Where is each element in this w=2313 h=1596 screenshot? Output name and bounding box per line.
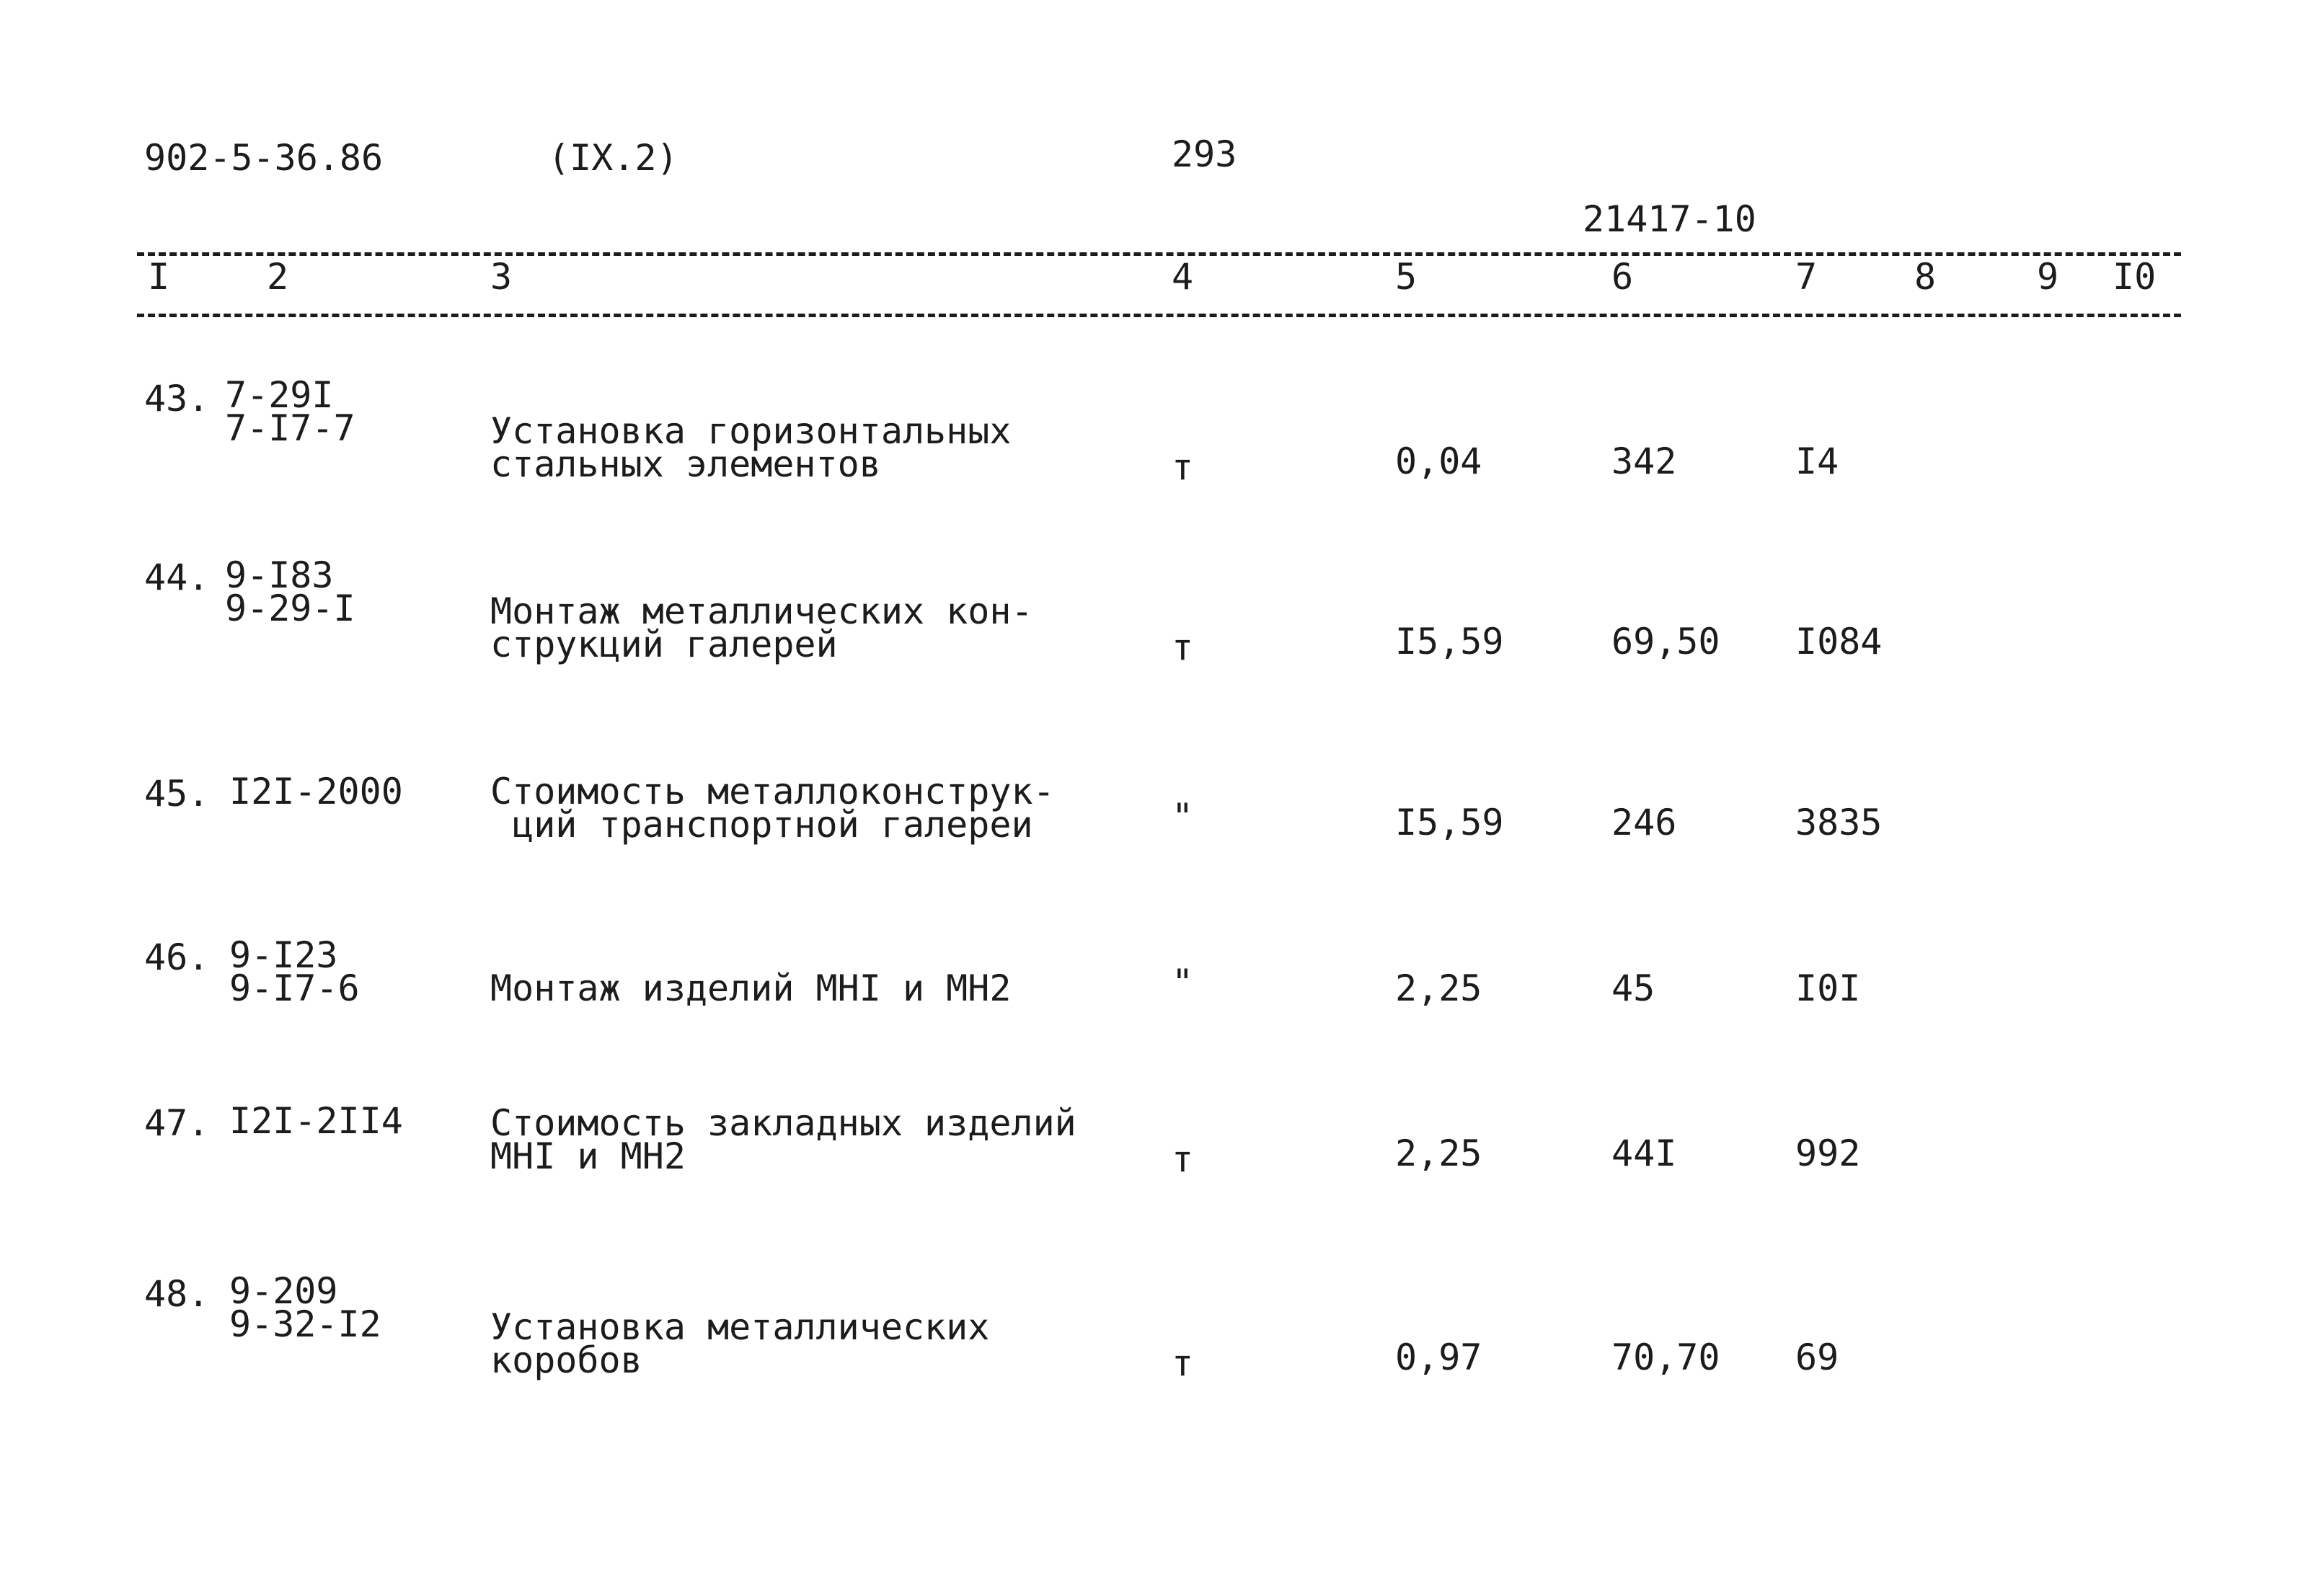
column-header-4: 4	[1172, 256, 1194, 298]
quantity: 2,25	[1395, 1132, 1482, 1174]
work-description: Монтаж изделий МНI и МН2	[490, 967, 1012, 1009]
unit-price: 44I	[1611, 1132, 1677, 1174]
column-header-7: 7	[1795, 256, 1818, 298]
work-description: Стоимость закладных изделий	[490, 1102, 1076, 1144]
rate-code: 7-29I	[225, 374, 334, 416]
column-header-3: 3	[490, 256, 513, 298]
unit-price: 70,70	[1611, 1336, 1720, 1378]
quantity: 0,04	[1395, 440, 1482, 482]
rate-code: 9-32-I2	[229, 1303, 381, 1345]
column-header-2: 2	[267, 256, 289, 298]
document-code: 902-5-36.86	[144, 137, 384, 179]
row-number: 45.	[144, 773, 210, 815]
inventory-stamp: 21417-10	[1583, 198, 1756, 240]
unit-price: 45	[1611, 967, 1655, 1009]
total-cost: 69	[1795, 1336, 1839, 1378]
row-number: 47.	[144, 1102, 210, 1144]
unit-price: 69,50	[1611, 621, 1720, 662]
rate-code: 9-I7-6	[229, 967, 360, 1009]
work-description: Стоимость металлоконструк-	[490, 771, 1055, 812]
rate-code: 7-I7-7	[225, 407, 355, 449]
work-description: ций транспортной галереи	[490, 804, 1033, 846]
total-cost: I0I	[1795, 967, 1861, 1009]
column-header-8: 8	[1914, 256, 1937, 298]
column-header-6: 6	[1611, 256, 1634, 298]
work-description: МНI и МН2	[490, 1135, 686, 1177]
rate-code: 9-209	[229, 1270, 338, 1312]
work-description: стальных элементов	[490, 443, 881, 485]
total-cost: I4	[1795, 440, 1839, 482]
row-number: 43.	[144, 378, 210, 420]
section-number: (IX.2)	[548, 137, 678, 179]
unit: т	[1172, 1138, 1194, 1180]
work-description: коробов	[490, 1339, 642, 1381]
unit: "	[1172, 962, 1194, 1003]
unit: т	[1172, 1342, 1194, 1384]
work-description: струкций галерей	[490, 624, 838, 665]
rate-code: 9-I83	[225, 554, 334, 596]
rate-code: I2I-2II4	[229, 1100, 403, 1142]
page-number: 293	[1172, 133, 1237, 175]
work-description: Монтаж металлических кон-	[490, 590, 1033, 632]
row-number: 46.	[144, 936, 210, 978]
column-header-1: I	[148, 256, 170, 298]
rate-code: 9-29-I	[225, 588, 355, 629]
column-header-9: 9	[2037, 256, 2059, 298]
quantity: 0,97	[1395, 1336, 1482, 1378]
row-number: 44.	[144, 557, 210, 598]
unit: т	[1172, 446, 1194, 488]
unit-price: 246	[1611, 802, 1677, 843]
quantity: I5,59	[1395, 621, 1504, 662]
rate-code: I2I-2000	[229, 771, 403, 812]
unit: "	[1172, 796, 1194, 838]
column-header-5: 5	[1395, 256, 1418, 298]
column-header-10: I0	[2113, 256, 2157, 298]
total-cost: I084	[1795, 621, 1883, 662]
header-top-rule	[137, 252, 2181, 256]
quantity: 2,25	[1395, 967, 1482, 1009]
total-cost: 992	[1795, 1132, 1861, 1174]
quantity: I5,59	[1395, 802, 1504, 843]
work-description: Установка горизонтальных	[490, 410, 1012, 452]
unit: т	[1172, 626, 1194, 668]
work-description: Установка металлических	[490, 1306, 990, 1348]
header-bottom-rule	[137, 314, 2181, 317]
total-cost: 3835	[1795, 802, 1883, 843]
row-number: 48.	[144, 1273, 210, 1315]
unit-price: 342	[1611, 440, 1677, 482]
rate-code: 9-I23	[229, 934, 338, 976]
